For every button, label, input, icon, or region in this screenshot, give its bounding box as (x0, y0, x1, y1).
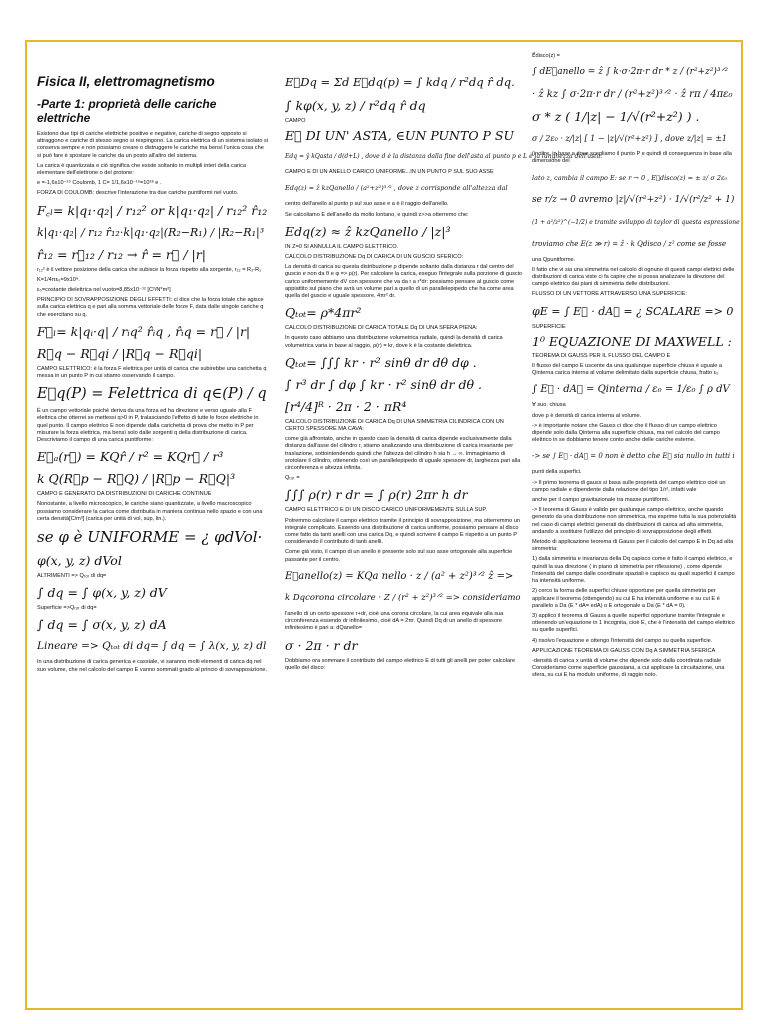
column-left-content (37, 131, 269, 674)
text-paragraph: CALCOLO DISTRIBUZIONE Dq DI CARICA DI UN GUSCIO SFERICO: (285, 254, 464, 261)
text-paragraph: -> è importante notare che Gauss ci dice che il flusso di un campo elettrico dipende solo dalla Qinterna alla superficie chiusa, ma nel calcolo del campo elettrico in se dobbiamo tenere conto anche delle cariche esterne. (532, 422, 720, 444)
text-paragraph: ∀ suo. chiusa (532, 402, 566, 409)
section-title: -Parte 1: proprietà delle cariche elettriche (37, 97, 217, 125)
formula: ∫∫∫ ρ(r) r dr = ∫ ρ(r) 2πr h dr (285, 487, 468, 503)
formula: ∫ dq = ∫ φ(x, y, z) dV (37, 585, 167, 601)
formula: F꜀ₗ= k|qᵢ·q| / rᵢq² r̂ᵢq , r̂ᵢq = r⃗ / |r| (37, 323, 251, 339)
text-paragraph: CALCOLO DISTRIBUZIONE DI CARICA TOTALE Dq DI UNA SFERA PIENA: (285, 325, 478, 332)
text-paragraph: 1) dalla simmetria e invarianza della Dq capisco come è fatto il campo elettrico, e quindi la sua direzione ( in piano di simmetria per riflessione) , come dipende l'intensità del campo dalle coordinate spaziali e capisco su quali superfici il campo ha intensità uniforme. (532, 556, 735, 585)
formula: ∫ kφ(x, y, z) / r²dq r̂ dq (285, 98, 426, 113)
text-paragraph: punti della superfici. (532, 469, 582, 476)
formula: E⃗q(P) = Felettrica di q∈(P) / q (37, 386, 267, 403)
formula: Edq = ŷ kQasta / d(d+L) , dove d è la distanza dalla fine dell'asta al punto p e L è la lunghezza dell'asta. (285, 153, 603, 161)
text-paragraph: (inoltre, in base a dove scegliamo il punto P e quindi di conseguenza in base alla dimensione del (532, 151, 732, 165)
formula: -> se ∫ E⃗ · dA⃗ = 0 non è detto che E⃗ sia nullo in tutti i (532, 452, 735, 461)
text-paragraph: Il flusso del campo E uscente da una qualunque superficie chiusa è uguale a Qinterna carica interna al volume delimitato dalla superficie chiusa, fratto ε₀ (532, 363, 723, 377)
formula: Qₜₒₜ= ∫∫∫ kr · r² sinθ dr dθ dφ . (285, 354, 477, 370)
text-paragraph: Nonostante, a livello microscopico, le cariche siano quantizzate, a livello macroscopico possiamo considerare la carica come distribuita in maniera continua nello spazio e con una certa densità[C/m³] (carica per unità di vol, sup, lin.). (37, 501, 263, 522)
formula: σ * z ( 1/|z| − 1/√(r²+z²) ) . (532, 109, 700, 125)
formula: φE = ∫ E⃗ · dA⃗ = ¿ SCALARE => 0 (532, 304, 734, 318)
text-paragraph: anche per il campo gravitazionale tra masse puntiformi. (532, 497, 670, 504)
text-paragraph: 2) cerco la forma delle superfici chiuse opportune per quella simmetria per applicare il teorema (ottengendo) su cui E ha intensità uniforme e su cui E è parallelo a Da (E * dA= edA) o E ortogonale a Da (E * dA = 0). (532, 588, 720, 609)
text-paragraph: Qₜₒₜ = (285, 475, 300, 482)
text-paragraph: Superficie =>Qₜₒₜ di dq= (37, 605, 97, 612)
text-paragraph: La carica è quantizzata e ciò significa che esiste soltanto in multipli interi della carica elementare dell'elettrone o del protone: (37, 162, 246, 177)
formula: k|q₁·q₂| / r₁₂ r̂₁₂·k|q₁·q₂|(R₂−R₁) / |R₂−R₁|³ (37, 225, 265, 239)
formula: Edq(z) = ẑ kzQanello / (a²+z²)³ᐟ² , dove z corrisponde all'altezza dal (285, 184, 508, 193)
formula: · ẑ kz ∫ σ·2π·r dr / (r²+z²)³ᐟ² · ẑ rπ / 4πε₀ (532, 89, 733, 101)
text-paragraph: -> Il primo teorema di gauss si basa sulle proprietà del campo elettrico cioè un campo radiale e dipendente dalla relazione del tipo 1/r², infatti vale (532, 479, 726, 493)
text-paragraph: FORZA DI COULOMB: descrive l'interazione tra due cariche puntiformi nel vuoto. (37, 190, 239, 197)
formula: Edq(z) ≈ ẑ kzQanello / |z|³ (285, 223, 451, 239)
column-right-content (532, 53, 740, 680)
text-paragraph: La densità di carica su questa distribuzione ρ dipende soltanto dalla distanza r dal centro del guscio e non da θ e φ => ρ(r). Per calcolare la carica, eseguo l'integrale sulla porzione di guscio carico uniformemente dV con spessore che va da r a r*dr: possiamo pensare al guscio come appiattito sul piano che avrà un volume pari a quello di un parallelepipedo che ha come area quella del guscio e uguale spessore, 4πr² dr. (285, 264, 523, 300)
text-paragraph: IN Z=0 SI ANNULLA IL CAMPO ELETTRICO. (285, 243, 399, 250)
text-paragraph: dove ρ è densità di carica interna al volume. (532, 412, 642, 419)
formula: se φ è UNIFORME = ¿ φdVol· (37, 528, 263, 547)
text-paragraph: ALTRIMENTI => Qₜₒₜ di dq= (37, 573, 107, 580)
text-paragraph: -> Il teorema di Gauss è valido per qualunque campo elettrico, anche quando generato da una distribuzione non simmetrica, ma esprime tutta la sua potenzialità nel caso di campi elettrici generati da distribuzioni di carica ad alta simmetria, andando a sostituire l'utilizzo del principio di sovrapposizione degli effetti. (532, 507, 737, 535)
text-paragraph: SUPERFICIE (532, 323, 566, 330)
text-paragraph: Metodo di applicazione teorema di Gauss per il calcolo del campo E in Dq ad alta simmetria: (532, 539, 734, 553)
text-paragraph: In questo caso abbiamo una distribuzione volumetrica radiale, quindi la densità di carica volumetrica varia in base al raggio, ρ(r) = kr, dove k è la costante dielettrica. (285, 335, 503, 349)
formula: R⃗q − R⃗qi / |R⃗q − R⃗qi| (37, 345, 203, 361)
text-paragraph: Potremmo calcolare il campo elettrico tramite il principio di sovrapposizione, ma otterremmo un integrale complicato. Essendo una distribuzione di carica uniforme, possiamo pensare al disco come fatto da tanti anelli con una carica Dq, e quindi scrivere il campo E rispetto a un punto P considerando il contributo di tanti anelli. (285, 517, 521, 546)
text-paragraph: una Qpuntiforme. (532, 256, 576, 263)
formula: ∫ E⃗ · dA⃗ = Qinterna / ε₀ = 1/ε₀ ∫ ρ dV (532, 384, 730, 396)
formula: [r⁴/4]ᴿ · 2π · 2 · πR⁴ (285, 398, 407, 414)
formula: k Dqcorona circolare · Z / (r² + z²)³ᐟ² => consideriamo (285, 592, 521, 603)
formula-heading: E⃗ DI UN' ASTA, ∈UN PUNTO P SU (285, 128, 515, 144)
formula: ∫ dq = ∫ σ(x, y, z) dA (37, 617, 167, 633)
text-paragraph: APPLICAZIONE TEOREMA DI GAUSS CON Dq A SIMMETRIA SFERICA (532, 647, 716, 654)
formula: se r/z → 0 avremo |z|/√(r²+z²) · 1/√(r²/z² + 1) (532, 194, 735, 205)
text-paragraph: K=1/4πε₀=9x10⁹. (37, 276, 80, 283)
text-paragraph: ε₀=costante dielettrica nel vuoto=8,85x10⁻¹² [C²/N*m²] (37, 287, 171, 294)
formula: troviamo che E(z ≫ r) = ẑ · k Qdisco / z² come se fosse (532, 239, 727, 248)
text-paragraph: CAMPO ELETTRICO E DI UN DISCO CARICO UNIFORMEMENTE SULLA SUP. (285, 507, 487, 514)
formula-heading: 1⁰ EQUAZIONE DI MAXWELL : (532, 333, 732, 349)
formula: E⃗ₐ(r⃗) = KQr̂ / r² = KQr⃗ / r³ (37, 449, 224, 465)
text-paragraph: CAMPO ELETTRICO: è la forza F elettrica per unità di carica che subirebbe una carichetta q messa in un punto P in cui stiamo osservando il campo. (37, 365, 267, 380)
text-paragraph: 4) risolvo l'equazione e ottengo l'intensità del campo su quella superficie. (532, 637, 713, 644)
formula: ∫ dE⃗anello = ẑ ∫ k·σ·2π·r dr * z / (r²+z²)³ᐟ² (532, 67, 728, 78)
document-page (25, 40, 743, 1010)
text-paragraph: -densità di carica x unità di volume che dipende solo dalla coordinata radiale Consideriamo come superficie gaussiana, a cui applicare la circuitazione, una sfera, su cui E ha modulo uniforme, di raggio noto. (532, 657, 725, 679)
text-paragraph: Il fatto che vi sia una simmetria nel calcolo di ognuno di questi campi elettrici delle distribuzioni di carica viste ci fa capire che si possa analizzare la direzione del campo elettrico dai piani di simmetria delle distribuzioni. (532, 266, 735, 288)
text-paragraph: 3) applico il teorema di Gauss a quelle superfici opportune tramite l'integrale e ottenendo un'equazione in 1 incognita, cioè E, che è l'intensità del campo elettrico su quelle superfici. (532, 612, 735, 634)
text-paragraph: centro dell'anello al punto p sul suo asse e a è il raggio dell'anello. (285, 201, 449, 208)
text-paragraph: e =-1,6x10⁻¹⁹ Coulomb, 1 C= 1/1,6x10⁻¹⁹=10¹⁸ e . (37, 180, 162, 187)
text-paragraph: PRINCIPIO DI SOVRAPPOSIZIONE DEGLI EFFETTI: ci dice che la forza totale che agisce sulla carica elettrica q e pari alla somma vettoriale delle forze F, data dalle singole cariche q che esercitano su q. (37, 297, 264, 318)
formula: (1 + a²/z²)^(−1/2) e tramite sviluppo di taylor di questa espressione (532, 218, 740, 226)
formula: lato z, cambia il campo E: se r → 0 , E⃗disco(z) = ± z/ σ 2ε₀ (532, 173, 728, 182)
text-paragraph: CAMPO (285, 118, 306, 124)
formula: k Q(R⃗p − R⃗Q) / |R⃗p − R⃗Q|³ (37, 471, 236, 487)
text-paragraph: FLUSSO DI UN VETTORE ATTRAVERSO UNA SUPERFICIE: (532, 291, 688, 298)
text-paragraph: E⃗disco(z) = (532, 53, 560, 59)
text-paragraph: come già affrontato, anche in questo caso la densità di carica dipende esclusivamente dalla distanza dall'asse del cilindro r, stiamo analizzando una distribuzione di carica invariante per traslazione, sottointendendo quindi che l'altezza del cilindro h sia h → ∞. Immaginiamo di srotolare il cilindro, ottenendo così un parallelepipedo di uguale spessore dr, larghezza pari alla circonferenza e altezza infinita. (285, 436, 521, 472)
formula: F꜀ₗ= k|q₁·q₂| / r₁₂² or k|q₁·q₂| / r₁₂² r̂₁₂ (37, 202, 268, 218)
text-paragraph: Dobbiamo ora sommare il contributo del campo elettrico E di tutti gli anelli per poter calcolare quello del disco: (285, 657, 516, 671)
text-paragraph: Come già visto, il campo di un anello è presente solo sul suo asse ortogonale alla superficie passante per il centro. (285, 549, 513, 563)
text-paragraph: r₁₂² è il vettore posizione della carica che subisce la forza rispetto alla sorgente, r₁₂ = R₂-R₁ (37, 266, 262, 273)
text-paragraph: l'anello di un certo spessore r+dr, cioè una corona circolare, la cui area equivale alla sua circonferenza essendo dr infinitesimo, cioè dA = 2πr. Quindi Dq di un anello di spessore infinitesimo è pari a: dQanello= (285, 610, 504, 632)
formula: r̂₁₂ = r⃗₁₂ / r₁₂ → r̂ = r⃗ / |r| (37, 246, 206, 262)
formula: Lineare => Qₜₒₜ di dq= ∫ dq = ∫ λ(x, y, z) dl (37, 640, 267, 653)
column-left (37, 60, 269, 1005)
column-right (532, 52, 740, 997)
formula: σ · 2π · r dr (285, 637, 358, 653)
formula: E⃗anello(z) = KQa nello · z / (a² + z²)³ᐟ² ẑ => (285, 570, 514, 582)
text-paragraph: Se calcoliamo E dell'anello da molto lontano, e quindi z>>a otterremo che: (285, 211, 469, 218)
text-paragraph: TEOREMA DI GAUSS PER IL FLUSSO DEL CAMPO E (532, 352, 671, 359)
text-paragraph: Esistono due tipi di cariche elettriche positive e negative, cariche di segno opposto si attraggono e cariche di stesso segno si respingono. La carica elettrica di un sistema isolato si conserva sempre e non possiamo creare o distruggere le cariche ma bensì l'unica cosa che si può fare è spostare le cariche da un posto all'altro del sistema. (37, 131, 269, 159)
text-paragraph: In una distribuzione di carica generica e cassiale, vi saranno molti elementi di carica dq nel suo volume, che nel calcolo del campo E vanno sommati grado al princio di sovrapposizione. (37, 659, 268, 673)
text-paragraph: CALCOLO DISTRIBUZIONE DI CARICA Dq DI UNA SIMMETRIA CILINDRICA CON UN CERTO SPESSORE MA CAVA: (285, 418, 504, 433)
formula: E⃗Dq = Σd E⃗dq(p) = ∫ kdq / r²dq r̂ dq. (285, 75, 515, 89)
formula: ∫ r³ dr ∫ dφ ∫ kr · r² sinθ dr dθ . (285, 376, 482, 392)
formula: Qₜₒₜ= ρ*4πr² (285, 305, 362, 321)
text-paragraph: È un campo vettoriale poiché deriva da una forza ed ha direzione e verso uguale alla F elettrica che otterrei se mettessi q>0 in P, tralasciando l'effetto di tutte le forze elettriche in quel punto. Il campo elettrico E non dipende dalla carichetta di prova che metto in P per misurare la forza elettrica, ma bensì solo dalle sorgenti q della distribuzione di carica. Descriviamo il campo di una carica puntiforme: (37, 408, 259, 444)
document-title: Fisica II, elettromagnetismo (37, 74, 215, 89)
formula: σ / 2ε₀ · z/|z| [ 1 − |z|/√(r²+z²) ] , dove z/|z| = ±1 (532, 134, 727, 144)
formula: φ(x, y, z) dVol (37, 553, 122, 569)
text-paragraph: CAMPO E GENERATO DA DISTRIBUZIONI DI CARICHE CONTINUE (37, 491, 212, 498)
text-paragraph: CAMPO E DI UN ANELLO CARICO UNIFORME...IN UN PUNTO P SUL SUO ASSE (285, 169, 494, 176)
